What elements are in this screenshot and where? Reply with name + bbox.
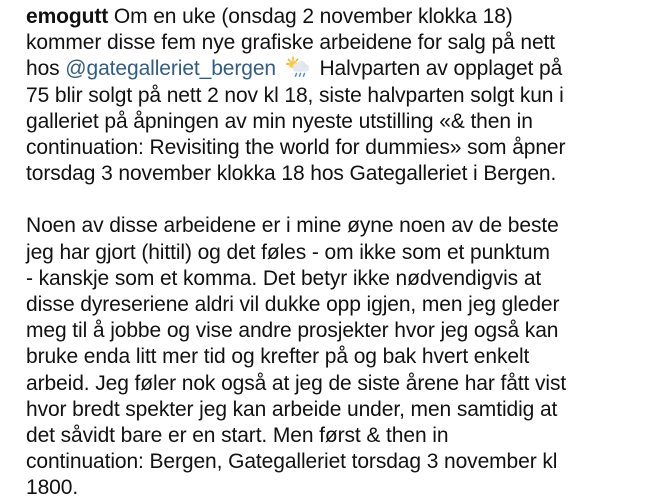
caption-line: - kanskje som et komma. Det betyr ikke nødvendigvis at: [26, 266, 542, 290]
caption-line: torsdag 3 november klokka 18 hos Gategalleriet i Bergen.: [26, 162, 557, 186]
caption-line: continuation: Revisiting the world for dummies» som åpner: [26, 136, 566, 160]
caption-paragraph-1: [26, 4, 636, 187]
caption-line: jeg har gjort (hittil) og det føles - om ikke som et punktum: [26, 240, 550, 264]
caption-line: meg til å jobbe og vise andre prosjekter hvor jeg også kan: [26, 319, 559, 343]
caption-line: disse dyreseriene aldri vil dukke opp igjen, men jeg gleder: [26, 293, 560, 317]
mention-link[interactable]: @gategalleriet_bergen: [65, 57, 276, 81]
caption-text: Halvparten av opplaget på: [313, 57, 563, 81]
caption-paragraph-2: [26, 213, 636, 501]
caption-line: bruke enda litt mer tid og krefter på og bak hvert enkelt: [26, 345, 530, 369]
caption-line: arbeid. Jeg føler nok også at jeg de siste årene har fått vist: [26, 371, 567, 395]
caption-line: Noen av disse arbeidene er i mine øyne noen av de beste: [26, 214, 559, 238]
caption-line: 1800.: [26, 476, 79, 500]
caption-line: kommer disse fem nye grafiske arbeidene for salg på nett: [26, 31, 555, 55]
caption-line: [26, 4, 636, 30]
caption-line: continuation: Bergen, Gategalleriet torsdag 3 november kl: [26, 450, 558, 474]
caption-line: 75 blir solgt på nett 2 nov kl 18, siste halvparten solgt kun i: [26, 83, 564, 107]
caption-line: hvor bredt spekter jeg kan arbeide under, men samtidig at: [26, 397, 558, 421]
caption-line: galleriet på åpningen av min nyeste utstilling «& then in: [26, 109, 533, 133]
post-caption: [26, 4, 636, 502]
username-link[interactable]: emogutt: [26, 5, 109, 28]
caption-line: [26, 56, 636, 82]
sun-behind-rain-cloud-icon: [284, 56, 312, 78]
caption-line: det såvidt bare er en start. Men først & then in: [26, 424, 449, 448]
caption-text: hos: [26, 57, 66, 81]
caption-text: Om en uke (onsdag 2 november klokka 18): [108, 5, 513, 28]
